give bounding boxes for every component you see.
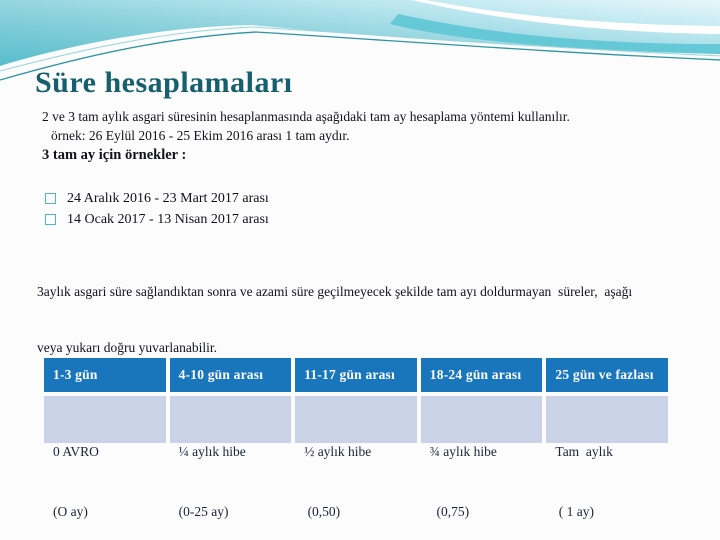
example-bullet-list bbox=[45, 188, 269, 230]
table-cell-line-2: (O ay) bbox=[53, 504, 88, 519]
intro-line-1: 2 ve 3 tam aylık asgari süresinin hesaplanmasında aşağıdaki tam ay hesaplama yöntemi kullanılır. bbox=[42, 109, 570, 124]
table-cell-line-2: (0,50) bbox=[304, 504, 341, 519]
intro-line-2: örnek: 26 Eylül 2016 - 25 Ekim 2016 arası 1 tam aydır. bbox=[51, 127, 350, 143]
note-line-2: veya yukarı doğru yuvarlanabilir. bbox=[37, 339, 217, 355]
table-cell bbox=[170, 396, 292, 519]
table-cell-line-1: 0 AVRO bbox=[53, 444, 99, 459]
table-header-cell: 1-3 gün bbox=[44, 358, 166, 392]
intro-paragraph bbox=[42, 108, 570, 165]
table-header-cell: 18-24 gün arası bbox=[421, 358, 543, 392]
table-cell bbox=[421, 396, 543, 519]
bullet-square-icon bbox=[45, 214, 56, 225]
table-header-cell: 11-17 gün arası bbox=[295, 358, 417, 392]
intro-line-3: 3 tam ay için örnekler : bbox=[42, 147, 187, 163]
table-cell-line-1: ¼ aylık hibe bbox=[178, 444, 246, 459]
bullet-text: 24 Aralık 2016 - 23 Mart 2017 arası bbox=[67, 190, 269, 206]
table-cell-line-1: ½ aylık hibe bbox=[304, 444, 372, 459]
list-item bbox=[45, 188, 269, 209]
table-cell bbox=[546, 396, 668, 519]
wave-band bbox=[0, 0, 720, 66]
table-cell-line-2: ( 1 ay) bbox=[555, 504, 594, 519]
table-cell-line-2: (0-25 ay) bbox=[178, 504, 229, 519]
table-header-cell: 4-10 gün arası bbox=[170, 358, 292, 392]
table-cell bbox=[44, 396, 166, 519]
table-cell-line-1: Tam aylık bbox=[555, 444, 613, 459]
table-cell-line-1: ¾ aylık hibe bbox=[429, 444, 497, 459]
table-cell bbox=[295, 396, 417, 519]
bullet-text: 14 Ocak 2017 - 13 Nisan 2017 arası bbox=[67, 211, 269, 227]
table-header-cell: 25 gün ve fazlası bbox=[546, 358, 668, 392]
table-cell-line-2: (0,75) bbox=[429, 504, 470, 519]
grant-duration-table bbox=[44, 358, 668, 519]
note-line-1: 3aylık asgari süre sağlandıktan sonra ve azami süre geçilmeyecek şekilde tam ayı doldurmayan süreler, aşağı bbox=[37, 284, 633, 299]
list-item bbox=[45, 209, 269, 230]
bullet-square-icon bbox=[45, 193, 56, 204]
page-title: Süre hesaplamaları bbox=[35, 66, 293, 99]
